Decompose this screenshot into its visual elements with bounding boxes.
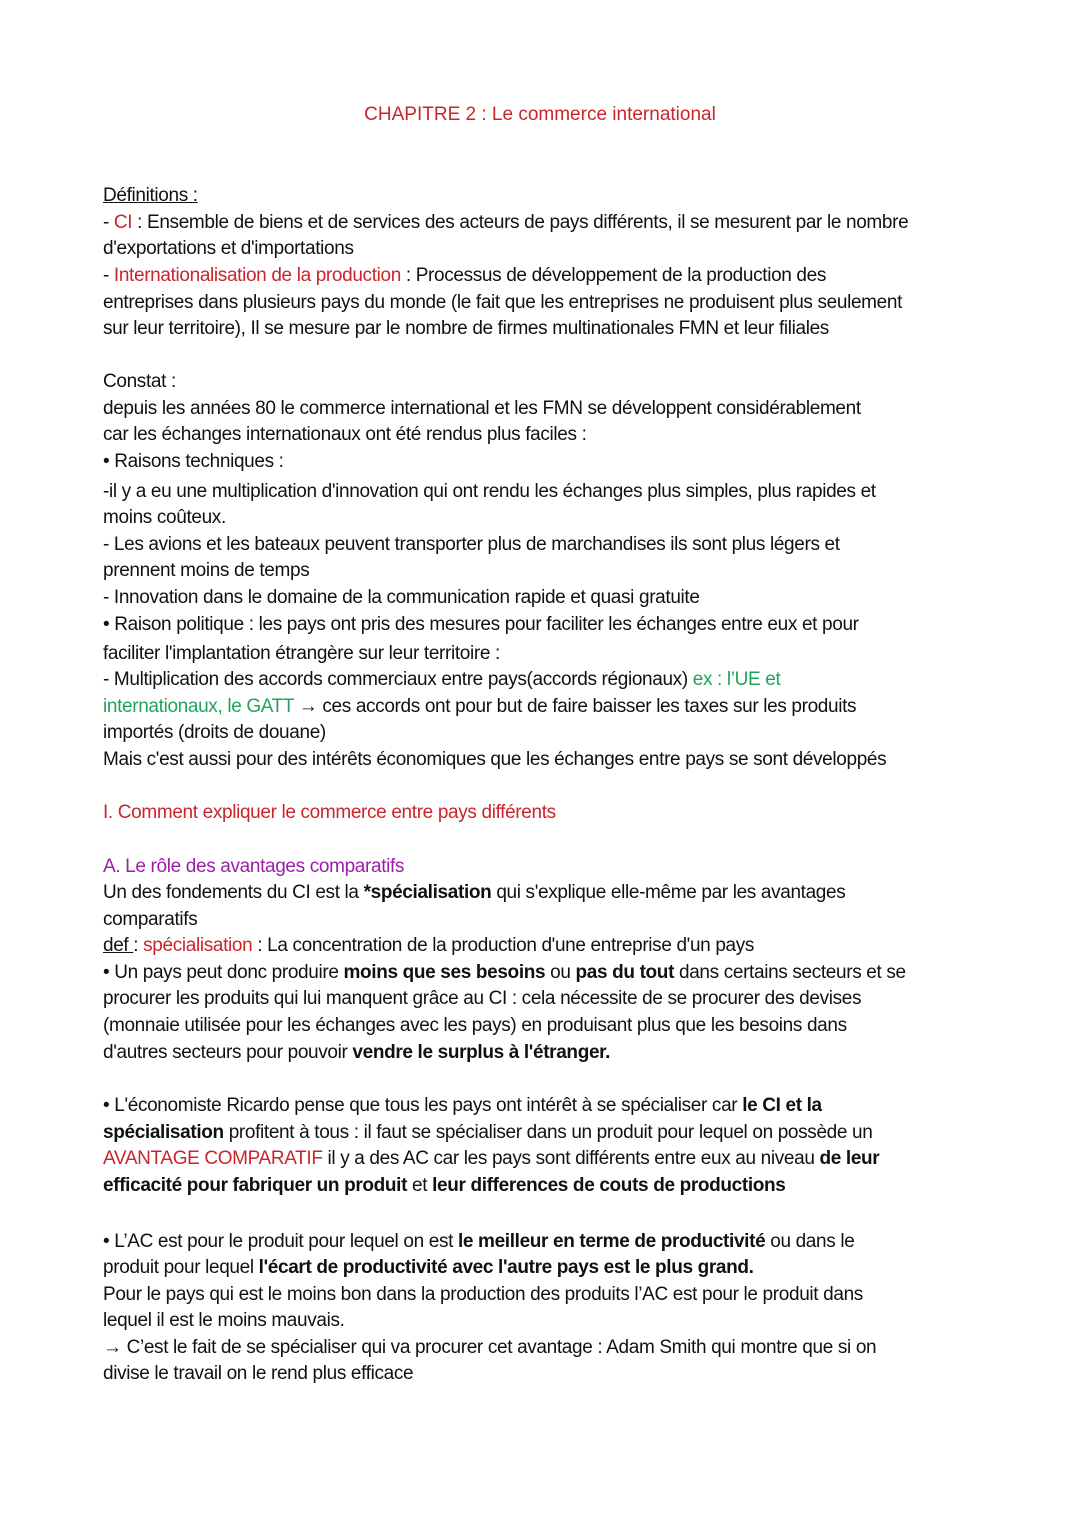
text: Un des fondements du CI est la	[103, 882, 364, 903]
definition-text: : Processus de développement de la production des	[400, 265, 827, 286]
text: • L’AC est pour le produit pour lequel on est	[103, 1231, 458, 1252]
section-1a-heading: A. Le rôle des avantages comparatifs	[103, 856, 405, 877]
definition-internationalisation	[103, 263, 826, 289]
constat-heading: Constat :	[103, 371, 176, 392]
text: qui s'explique elle-même par les avantages	[491, 882, 846, 903]
bold-text: spécialisation	[103, 1122, 224, 1143]
term-ci: CI	[113, 212, 133, 233]
bold-text: pas du tout	[575, 962, 675, 983]
definition-ci-cont: d'exportations et d'importations	[103, 238, 354, 259]
para-2-line-3	[103, 1146, 879, 1172]
term-specialisation: spécialisation	[143, 935, 253, 956]
text: • L'économiste Ricardo pense que tous les pays ont intérêt à se spécialiser car	[103, 1095, 743, 1116]
term-internationalisation: Internationalisation de la production	[113, 265, 401, 286]
constat-line: moins coûteux.	[103, 507, 226, 528]
text: et	[407, 1175, 433, 1196]
para-1-line-3: (monnaie utilisée pour les échanges avec les pays) en produisant plus que les besoins dans	[103, 1015, 847, 1036]
dash: -	[103, 265, 114, 286]
term-avantage-comparatif: AVANTAGE COMPARATIF	[103, 1148, 323, 1169]
text: • Un pays peut donc produire	[103, 962, 344, 983]
accords-text: - Multiplication des accords commerciaux entre pays(accords régionaux)	[103, 669, 693, 690]
constat-line: - Les avions et les bateaux peuvent transporter plus de marchandises ils sont plus légers et	[103, 534, 840, 555]
para-3-line-1	[103, 1229, 854, 1255]
bold-text: le meilleur en terme de productivité	[457, 1231, 766, 1252]
para-3-line-5: → C’est le fait de se spécialiser qui va procurer cet avantage : Adam Smith qui montre que si on	[103, 1337, 877, 1358]
section-1-heading: I. Comment expliquer le commerce entre pays différents	[103, 802, 556, 823]
bold-text: l'écart de productivité avec l'autre pays est le plus grand.	[258, 1257, 754, 1278]
constat-line: • Raison politique : les pays ont pris des mesures pour faciliter les échanges entre eux et pour	[103, 614, 859, 635]
text: produit pour lequel	[103, 1257, 259, 1278]
para-3-line-2	[103, 1255, 754, 1281]
bold-text: moins que ses besoins	[343, 962, 546, 983]
accords-line-2	[103, 694, 856, 720]
intro-line-1	[103, 880, 845, 906]
accords-text: → ces accords ont pour but de faire baisser les taxes sur les produits	[293, 696, 857, 717]
definition-internationalisation-cont-1: entreprises dans plusieurs pays du monde (le fait que les entreprises ne produisent plus seulement	[103, 292, 903, 313]
def-specialisation	[103, 933, 754, 959]
text: :	[133, 935, 144, 956]
text: ou	[545, 962, 576, 983]
para-2-line-1	[103, 1093, 822, 1119]
text: il y a des AC car les pays sont différents entre eux au niveau	[322, 1148, 820, 1169]
text: profitent à tous : il faut se spécialiser dans un produit pour lequel on possède un	[223, 1122, 873, 1143]
accords-line-3: importés (droits de douane)	[103, 722, 326, 743]
para-1-line-4	[103, 1040, 610, 1066]
definitions-heading: Définitions :	[103, 185, 198, 206]
bold-text: de leur	[819, 1148, 880, 1169]
chapter-title: CHAPITRE 2 : Le commerce international	[364, 104, 716, 125]
constat-line: • Raisons techniques :	[103, 451, 284, 472]
bold-text: vendre le surplus à l'étranger.	[352, 1042, 611, 1063]
accords-line-4: Mais c'est aussi pour des intérêts économiques que les échanges entre pays se sont développés	[103, 749, 887, 770]
para-1-line-2: procurer les produits qui lui manquent grâce au CI : cela nécessite de se procurer des devises	[103, 988, 862, 1009]
text: d'autres secteurs pour pouvoir	[103, 1042, 353, 1063]
constat-line: faciliter l'implantation étrangère sur leur territoire :	[103, 643, 500, 664]
constat-line: -il y a eu une multiplication d'innovation qui ont rendu les échanges plus simples, plus rapides et	[103, 481, 876, 502]
def-label: def	[103, 935, 134, 956]
bold-text: efficacité pour fabriquer un produit	[103, 1175, 408, 1196]
constat-line: - Innovation dans le domaine de la communication rapide et quasi gratuite	[103, 587, 700, 608]
definition-internationalisation-cont-2: sur leur territoire), Il se mesure par le nombre de firmes multinationales FMN et leur filiales	[103, 318, 829, 339]
constat-line: prennent moins de temps	[103, 560, 310, 581]
bold-text: le CI et la	[742, 1095, 822, 1116]
para-3-line-3: Pour le pays qui est le moins bon dans la production des produits l’AC est pour le produit dans	[103, 1284, 863, 1305]
accords-example: ex : l’UE et	[692, 669, 781, 690]
bold-text: *spécialisation	[363, 882, 492, 903]
text: : La concentration de la production d'une entreprise d'un pays	[252, 935, 755, 956]
para-3-line-6: divise le travail on le rend plus efficace	[103, 1363, 414, 1384]
text: dans certains secteurs et se	[674, 962, 906, 983]
accords-line-1	[103, 667, 780, 693]
para-1-line-1	[103, 960, 906, 986]
text: ou dans le	[765, 1231, 855, 1252]
bold-text: leur differences de couts de productions	[432, 1175, 786, 1196]
constat-line: depuis les années 80 le commerce international et les FMN se développent considérablement	[103, 398, 861, 419]
para-3-line-4: lequel il est le moins mauvais.	[103, 1310, 345, 1331]
intro-line-2: comparatifs	[103, 909, 198, 930]
para-2-line-4	[103, 1173, 786, 1199]
definition-text: : Ensemble de biens et de services des acteurs de pays différents, il se mesurent par le nombre	[132, 212, 909, 233]
para-2-line-2	[103, 1120, 872, 1146]
definition-ci	[103, 210, 908, 236]
dash: -	[103, 212, 114, 233]
constat-line: car les échanges internationaux ont été rendus plus faciles :	[103, 424, 587, 445]
accords-example: internationaux, le GATT	[103, 696, 294, 717]
